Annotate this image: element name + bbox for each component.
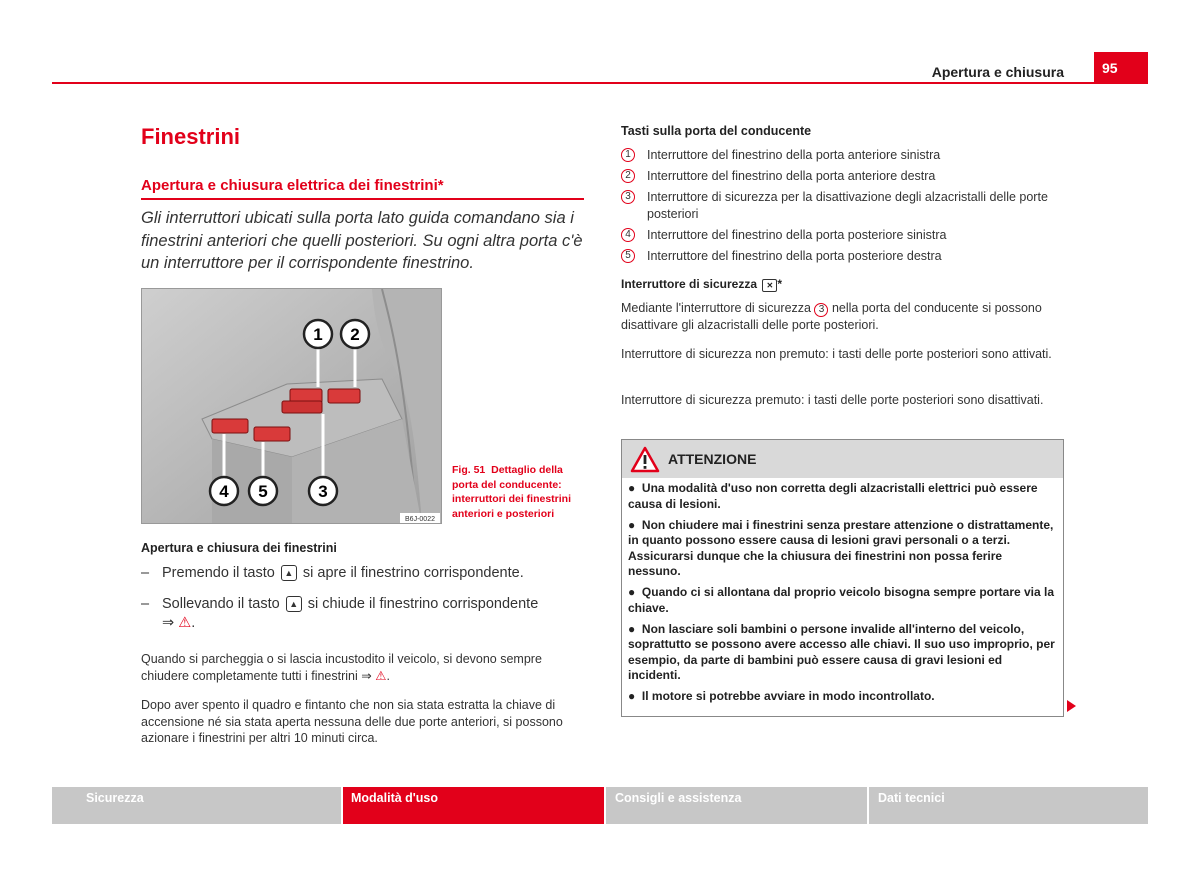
number-badge: 2 xyxy=(621,169,635,183)
footer-tab-sicurezza[interactable]: Sicurezza xyxy=(52,787,341,824)
number-badge: 3 xyxy=(621,190,635,204)
safety-paragraph-3: Interruttore di sicurezza premuto: i tasti delle porte posteriori sono disattivati. xyxy=(621,393,1044,407)
warning-item xyxy=(628,518,1057,580)
warning-item xyxy=(628,481,1057,512)
subheading-rule xyxy=(141,198,584,200)
continue-arrow-icon xyxy=(1067,700,1076,712)
warning-item xyxy=(628,585,1057,616)
safety-switch-3 xyxy=(282,401,322,413)
parking-paragraph: Quando si parcheggia o si lascia incustodito il veicolo, si devono sempre chiudere completamente tutti i finestrini ⇒ ⚠. xyxy=(141,652,542,683)
warning-item-text: Il motore si potrebbe avviare in modo incontrollato. xyxy=(641,689,935,703)
callout-4: 4 xyxy=(219,482,229,501)
parking-text: Quando si parcheggia o si lascia incustodito il veicolo, si devono sempre chiudere completamente tutti i finestrini xyxy=(141,652,542,683)
window-switch-4 xyxy=(212,419,248,433)
ignition-paragraph: Dopo aver spento il quadro e fintanto che non sia stata estratta la chiave di accensione né sia stata aperta nessuna delle due porte anteriori, si possono azionare i finestrini per altri 10 minuti circa. xyxy=(141,698,563,745)
warning-item-text: Non lasciare soli bambini o persone invalide all'interno del veicolo, soprattutto se possono avere accesso alle chiavi. Il suo uso improprio, per esempio, da parte di bambini può essere causa di gravi lesioni ed incidenti. xyxy=(628,621,1055,682)
bullet: ● xyxy=(628,517,636,532)
dash: – xyxy=(141,596,150,612)
warning-triangle-icon: ⚠ xyxy=(178,615,192,631)
section-title: Apertura e chiusura xyxy=(931,64,1064,80)
footer-tab-modalita-uso[interactable]: Modalità d'uso xyxy=(343,787,604,824)
safety-paragraph-2: Interruttore di sicurezza non premuto: i tasti delle porte posteriori sono attivati. xyxy=(621,347,1052,361)
bullet: ● xyxy=(628,481,636,495)
door-switch-illustration xyxy=(142,289,442,524)
warning-item xyxy=(628,689,1057,705)
list-item xyxy=(621,227,1061,244)
step-close-a: Sollevando il tasto xyxy=(162,596,280,612)
intro-paragraph: Gli interruttori ubicati sulla porta lato guida comandano sia i finestrini anteriori che quelli posteriori. Su ogni altra porta c'è un interruttore per il corrispondente finestrino. xyxy=(141,209,583,272)
list-item-text: Interruttore del finestrino della porta posteriore destra xyxy=(647,249,942,263)
header-rule xyxy=(52,82,1148,84)
list-item xyxy=(621,168,1061,185)
page-number: 95 xyxy=(1094,52,1148,84)
warning-title: ATTENZIONE xyxy=(668,451,757,467)
step-open-a: Premendo il tasto xyxy=(162,565,275,581)
number-badge: 3 xyxy=(814,303,828,317)
window-lock-icon: ✕ xyxy=(762,279,777,292)
figure-caption-text: Dettaglio della porta del conducente: interruttori dei finestrini anteriori e posteriori xyxy=(452,464,572,520)
safety-text-a: Mediante l'interruttore di sicurezza xyxy=(621,301,811,315)
warning-item xyxy=(628,622,1057,684)
warning-triangle-icon: ⚠ xyxy=(375,668,387,683)
warning-header xyxy=(622,440,1063,478)
window-switch-2 xyxy=(328,389,360,403)
safety-switch-title xyxy=(621,277,782,292)
safety-switch-title-text: Interruttore di sicurezza xyxy=(621,277,758,291)
list-item xyxy=(621,248,1061,265)
warning-body xyxy=(622,478,1063,705)
warning-item-text: Quando ci si allontana dal proprio veicolo bisogna sempre portare via la chiave. xyxy=(628,585,1055,615)
list-item-text: Interruttore di sicurezza per la disattivazione degli alzacristalli delle porte posteriori xyxy=(647,190,1048,221)
page-heading: Finestrini xyxy=(141,124,241,149)
warning-triangle-icon xyxy=(630,446,660,473)
warning-item-text: Non chiudere mai i finestrini senza prestare attenzione o distrattamente, in quanto possono essere causa di lesioni gravi personali o a terzi. Assicurarsi dunque che la chiusura dei finestrini non possa ferire nessuno. xyxy=(628,517,1054,578)
list-item xyxy=(621,189,1066,222)
availability-star: * xyxy=(777,277,783,291)
safety-paragraph-1 xyxy=(621,300,1066,334)
number-badge: 1 xyxy=(621,148,635,162)
step-close: – Sollevando il tasto ▲ si chiude il finestrino corrispondente ⇒ ⚠. xyxy=(141,596,539,631)
list-item-text: Interruttore del finestrino della porta anteriore destra xyxy=(647,169,936,183)
figure-caption xyxy=(452,463,584,521)
callout-5: 5 xyxy=(258,482,268,501)
callout-2: 2 xyxy=(350,325,360,344)
bullet: ● xyxy=(628,585,636,599)
step-open xyxy=(141,564,586,583)
number-badge: 5 xyxy=(621,249,635,263)
dash: – xyxy=(141,565,150,581)
window-key-icon: ▲ xyxy=(281,565,297,581)
warning-box xyxy=(621,439,1064,717)
figure-code: B6J-0022 xyxy=(405,516,435,523)
number-badge: 4 xyxy=(621,228,635,242)
figure-label: Fig. 51 xyxy=(452,464,486,476)
list-item xyxy=(621,147,1061,164)
reference-arrow: ⇒ xyxy=(361,668,372,683)
step-close-b: si chiude il finestrino corrispondente xyxy=(307,596,539,612)
open-close-title: Apertura e chiusura dei finestrini xyxy=(141,541,337,555)
step-open-b: si apre il finestrino corrispondente. xyxy=(302,565,524,581)
footer-tab-consigli[interactable]: Consigli e assistenza xyxy=(606,787,867,824)
callout-3: 3 xyxy=(318,482,328,501)
footer-tab-dati-tecnici[interactable]: Dati tecnici xyxy=(869,787,1148,824)
list-item-text: Interruttore del finestrino della porta posteriore sinistra xyxy=(647,228,947,242)
window-switch-5 xyxy=(254,427,290,441)
bullet: ● xyxy=(628,621,636,636)
safety-text-b: nella porta del conducente si possono disattivare gli alzacristalli delle porte posteriori. xyxy=(621,301,1042,333)
warning-item-text: Una modalità d'uso non corretta degli alzacristalli elettrici può essere causa di lesioni. xyxy=(628,481,1038,511)
list-item-text: Interruttore del finestrino della porta anteriore sinistra xyxy=(647,148,941,162)
reference-arrow: ⇒ xyxy=(162,615,175,631)
window-key-icon: ▲ xyxy=(286,596,302,612)
bullet: ● xyxy=(628,689,636,703)
door-switch-figure xyxy=(141,288,442,524)
callout-1: 1 xyxy=(313,325,323,344)
section-subheading: Apertura e chiusura elettrica dei finestrini* xyxy=(141,177,444,194)
driver-keys-title: Tasti sulla porta del conducente xyxy=(621,124,812,138)
